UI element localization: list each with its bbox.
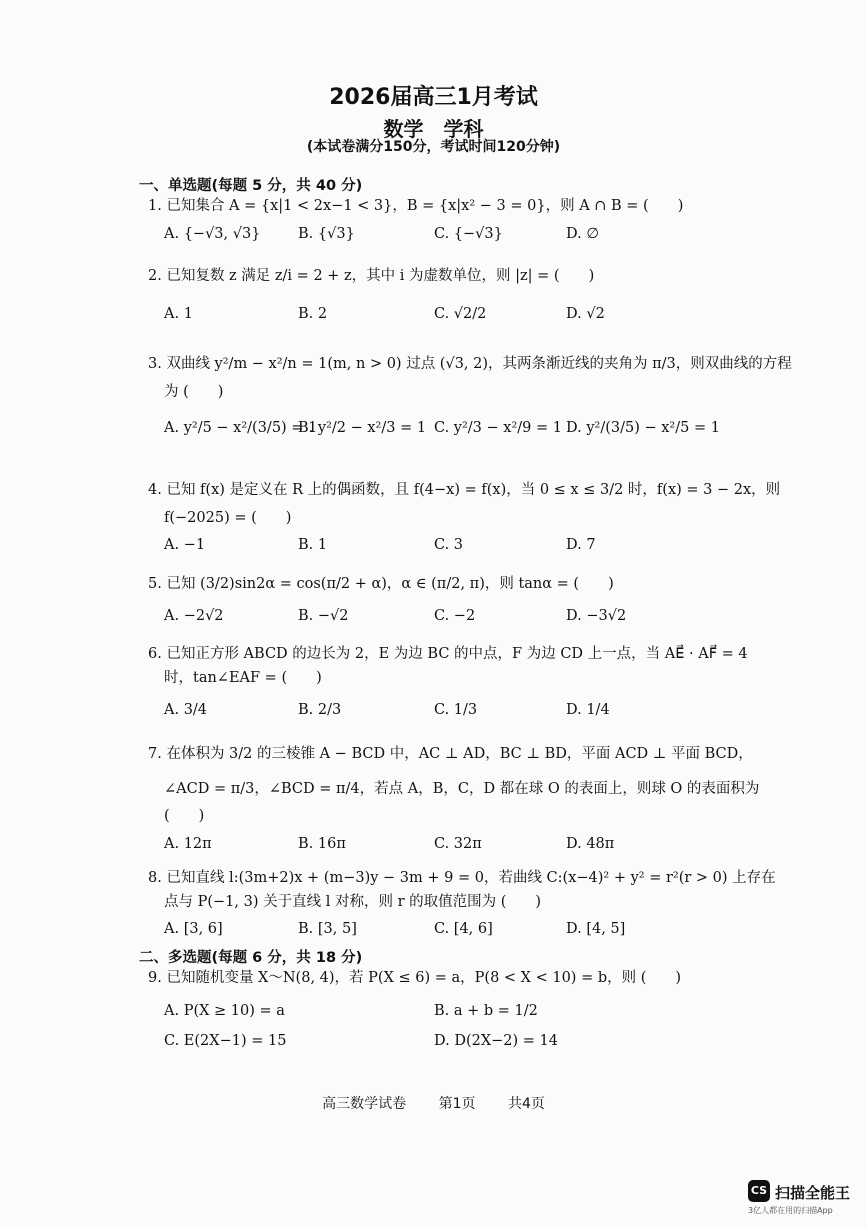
question-2-option-a: A. 1 (164, 306, 193, 322)
question-4-option-d: D. 7 (566, 537, 596, 553)
question-9-text: 9. 已知随机变量 X～N(8, 4)，若 P(X ≤ 6) = a，P(8 < X < 10) = b，则 ( ) (148, 970, 682, 986)
question-7-text: 7. 在体积为 3/2 的三棱锥 A − BCD 中，AC ⊥ AD，BC ⊥ BD，平面 ACD ⊥ 平面 BCD， (148, 746, 753, 762)
question-8-option-a: A. [3, 6] (164, 921, 223, 937)
question-3-text: 3. 双曲线 y²/m − x²/n = 1(m, n > 0) 过点 (√3, 2)，其两条渐近线的夹角为 π/3，则双曲线的方程 (148, 356, 792, 372)
question-3-option-b: B. y²/2 − x²/3 = 1 (298, 420, 427, 436)
question-3-option-c: C. y²/3 − x²/9 = 1 (434, 420, 562, 436)
scanner-brand-name: 扫描全能王 (775, 1184, 851, 1202)
section-multi-choice: 二、多选题(每题 6 分，共 18 分) (139, 950, 363, 966)
question-1-text: 1. 已知集合 A = {x|1 < 2x−1 < 3}，B = {x|x² − 3 = 0}，则 A ∩ B = ( ) (148, 198, 684, 214)
question-8-option-d: D. [4, 5] (566, 921, 626, 937)
question-2-option-c: C. √2/2 (434, 306, 487, 322)
camscanner-logo-icon: CS (748, 1180, 770, 1202)
question-4-option-b: B. 1 (298, 537, 328, 553)
footer-total-pages: 共4页 (507, 1096, 545, 1112)
question-6-option-b: B. 2/3 (298, 702, 342, 718)
question-8-option-c: C. [4, 6] (434, 921, 493, 937)
exam-note: (本试卷满分150分，考试时间120分钟) (306, 139, 561, 155)
question-4-option-a: A. −1 (164, 537, 206, 553)
question-1-option-c: C. {−√3} (434, 226, 503, 242)
question-2-option-d: D. √2 (566, 306, 605, 322)
exam-title: 2026届高三1月考试 (329, 85, 538, 110)
question-5-text: 5. 已知 (3/2)sin2α = cos(π/2 + α)，α ∈ (π/2, π)，则 tanα = ( ) (148, 576, 614, 592)
page-footer (0, 1093, 867, 1113)
question-9-option-c: C. E(2X−1) = 15 (164, 1033, 287, 1049)
question-2-option-b: B. 2 (298, 306, 328, 322)
question-9-option-a: A. P(X ≥ 10) = a (164, 1003, 285, 1019)
footer-exam-name: 高三数学试卷 (322, 1096, 407, 1112)
section-single-choice: 一、单选题(每题 5 分，共 40 分) (139, 178, 363, 194)
question-6-text: 6. 已知正方形 ABCD 的边长为 2，E 为边 BC 的中点，F 为边 CD 上一点，当 AE⃗ · AF⃗ = 4 (148, 646, 748, 662)
question-7-option-a: A. 12π (164, 836, 212, 852)
question-6-option-d: D. 1/4 (566, 702, 610, 718)
question-3-option-d: D. y²/(3/5) − x²/5 = 1 (566, 420, 720, 436)
footer-page-number: 第1页 (438, 1096, 476, 1112)
question-4-option-c: C. 3 (434, 537, 464, 553)
question-5-option-c: C. −2 (434, 608, 476, 624)
question-7-option-c: C. 32π (434, 836, 482, 852)
question-4-text-cont: f(−2025) = ( ) (164, 510, 292, 526)
question-2-text: 2. 已知复数 z 满足 z/i = 2 + z，其中 i 为虚数单位，则 |z| = ( ) (148, 268, 595, 284)
scanner-tagline: 3亿人都在用的扫描App (748, 1206, 833, 1215)
question-1-option-d: D. ∅ (566, 226, 599, 242)
question-1-option-b: B. {√3} (298, 226, 355, 242)
question-5-option-d: D. −3√2 (566, 608, 627, 624)
question-7-text-cont-1: ∠ACD = π/3，∠BCD = π/4，若点 A，B，C，D 都在球 O 的表面上，则球 O 的表面积为 (164, 781, 760, 797)
question-7-option-b: B. 16π (298, 836, 346, 852)
question-9-option-d: D. D(2X−2) = 14 (434, 1033, 559, 1049)
question-5-option-a: A. −2√2 (164, 608, 224, 624)
question-1-option-a: A. {−√3, √3} (164, 226, 261, 242)
question-8-text: 8. 已知直线 l:(3m+2)x + (m−3)y − 3m + 9 = 0，若曲线 C:(x−4)² + y² = r²(r > 0) 上存在 (148, 870, 776, 886)
question-7-text-cont-2: ( ) (164, 808, 205, 824)
question-6-option-a: A. 3/4 (164, 702, 208, 718)
question-3-text-cont: 为 ( ) (164, 384, 224, 400)
question-6-option-c: C. 1/3 (434, 702, 478, 718)
question-8-option-b: B. [3, 5] (298, 921, 357, 937)
exam-subject: 数学 学科 (383, 117, 484, 141)
question-9-option-b: B. a + b = 1/2 (434, 1003, 538, 1019)
question-5-option-b: B. −√2 (298, 608, 349, 624)
question-6-text-cont: 时，tan∠EAF = ( ) (164, 670, 322, 686)
question-8-text-cont: 点与 P(−1, 3) 关于直线 l 对称，则 r 的取值范围为 ( ) (164, 894, 542, 910)
question-4-text: 4. 已知 f(x) 是定义在 R 上的偶函数，且 f(4−x) = f(x)，当 0 ≤ x ≤ 3/2 时，f(x) = 3 − 2x，则 (148, 482, 781, 498)
scanner-watermark (748, 1176, 858, 1216)
question-3-option-a: A. y²/5 − x²/(3/5) = 1 (164, 420, 318, 436)
question-7-option-d: D. 48π (566, 836, 615, 852)
